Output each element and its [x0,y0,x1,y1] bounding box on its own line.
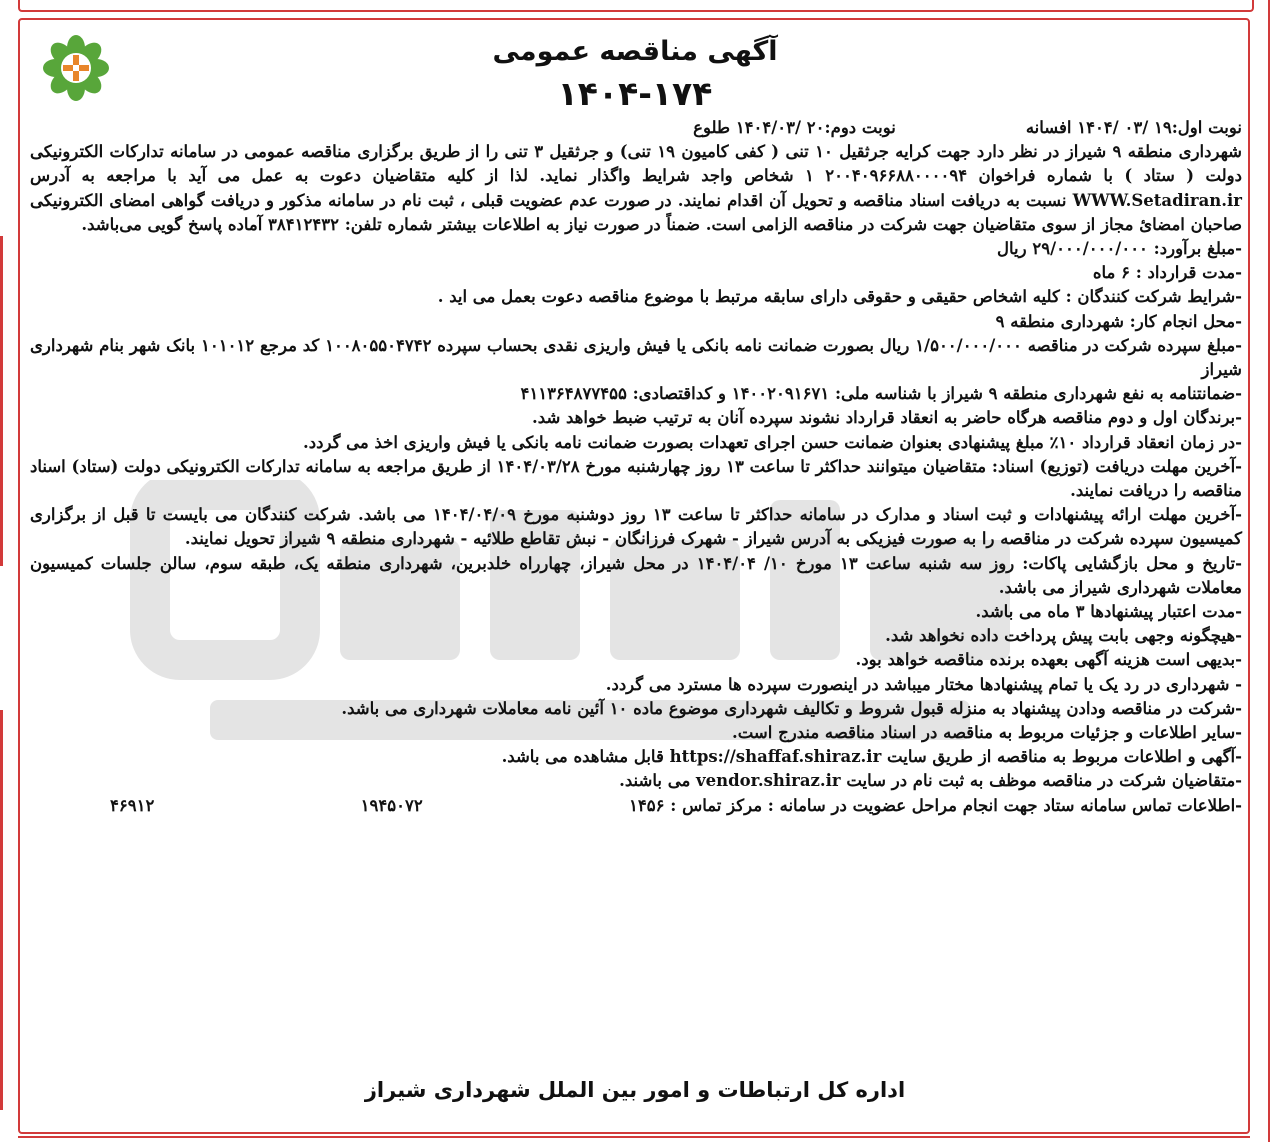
advert-header [140,34,1130,116]
left-side-mark-lower [0,710,3,1110]
submission-deadline: -آخرین مهلت ارائه پیشنهادات و ثبت اسناد و مدارک در سامانه حداکثر تا ساعت ۱۳ روز دوشنبه مورخ ۱۴۰۴/۰۴/۰۹ می باشد. شرکت کنندگان می بایست تا قبل از برگزاری کمیسیون سپرده شرکت در مناقصه را به صورت فیزیکی به آدرس شیراز - شهرک فرزانگان - نبش تقاطع طلائیه - شهرداری منطقه ۹ شیراز تحویل نمایند. [30,505,1243,549]
other-info: -سایر اطلاعات و جزئیات مربوط به مناقصه در اسناد مناقصه مندرج است. [731,723,1242,743]
intro-paragraph: شهرداری منطقه ۹ شیراز در نظر دارد جهت کرایه جرثقیل ۱۰ تنی ( کفی کامیون ۱۹ تنی) و جرثقیل ۳ تنی را از طریق برگزاری مناقصه عمومی در سامانه تدارکات الکترونیکی دولت ( ستاد ) با شماره فراخوان ۲۰۰۴۰۹۶۶۸۸۰۰۰۰۹۴ ۱ شخاص واجد شرایط واگذار نماید. لذا از کلیه متقاضیان دعوت به عمل می آید با مراجعه به آدرس WWW.Setadiran.ir نسبت به دریافت اسناد مناقصه و تحویل آن اقدام نمایند. در صورت عدم عضویت قبلی ، ثبت نام در سامانه مذکور و دریافت گواهی امضای الکترونیکی صاحبان امضائ مجاز از سوی متقاضیان جهت شرکت در مناقصه الزامی است. ضمناً در صورت نیاز به اطلاعات بیشتر شماره تلفن: ۳۸۴۱۲۴۳۲ آماده پاسخ گویی می‌باشد. [30,142,1242,234]
work-location: -محل انجام کار: شهرداری منطقه ۹ [995,311,1242,331]
advert-cost: -بدیهی است هزینه آگهی بعهده برنده مناقصه خواهد بود. [855,650,1242,670]
contact-info [30,794,1242,818]
bottom-frame-edge [18,1136,1250,1146]
acceptance-terms: -شرکت در مناقصه ودادن پیشنهاد به منزله قبول شروط و تکالیف شهرداری موضوع ماده ۱۰ آئین نامه معاملات شهرداری می باشد. [341,698,1242,718]
deposit-amount: -مبلغ سپرده شرکت در مناقصه ۱/۵۰۰/۰۰۰/۰۰۰ ریال بصورت ضمانت نامه بانکی یا فیش واریزی نقدی بحساب سپرده ۱۰۰۸۰۵۵۰۴۷۴۲ کد مرجع ۱۰۱۰۱۲ بانک شهر بنام شهرداری شیراز [30,335,1243,380]
winners-forfeit: -برندگان اول و دوم مناقصه هرگاه حاضر به انعقاد قرارداد نشوند سپرده آنان به ترتیب ضبط خواهد شد. [532,408,1242,428]
opening-date: -تاریخ و محل بازگشایی پاکات: روز سه شنبه ساعت ۱۳ مورخ ۱۰/ ۱۴۰۴/۰۴ در محل شیراز، چهارراه خلدبرین، شهرداری منطقه یک، طبقه سوم، سالن جلسات کمیسیون معاملات شهرداری شیراز می باشد. [30,553,1242,597]
advert-body [30,116,1242,818]
participant-conditions: -شرایط شرکت کنندگان : کلیه اشخاص حقیقی و حقوقی دارای سابقه مرتبط با موضوع مناقصه دعوت بعمل می اید . [437,287,1242,307]
vendor-registration: -متقاضیان شرکت در مناقصه موظف به ثبت نام در سایت vendor.shiraz.ir می باشند. [619,771,1242,791]
publication-dates [30,116,1242,140]
first-publication: نوبت اول:۱۹ /۰۳ /۱۴۰۴ افسانه [1025,118,1242,137]
shiraz-municipality-logo [42,34,110,102]
top-frame-edge [18,0,1254,12]
estimated-amount: -مبلغ برآورد: ۲۹/۰۰۰/۰۰۰/۰۰۰ ریال [997,239,1242,259]
transparency-site: -آگهی و اطلاعات مربوط به مناقصه از طریق سایت https://shaffaf.shiraz.ir قابل مشاهده می باشد. [501,747,1242,767]
performance-guarantee: -در زمان انعقاد قرارداد ۱۰٪ مبلغ پیشنهادی بعنوان ضمانت حسن اجرای تعهدات بصورت ضمانت نامه بانکی یا فیش واریزی اخذ می گردد. [303,432,1242,452]
guarantee-beneficiary: -ضمانتنامه به نفع شهرداری منطقه ۹ شیراز با شناسه ملی: ۱۴۰۰۲۰۹۱۶۷۱ و کداقتصادی: ۴۱۱۳۶۴۸۷۷۴۵۵ [520,384,1242,404]
contract-duration: -مدت قرارداد : ۶ ماه [1092,263,1242,283]
no-prepayment: -هیچگونه وجهی بابت پیش پرداخت داده نخواهد شد. [885,626,1242,646]
rejection-right: - شهرداری در رد یک یا تمام پیشنهادها مختار میباشد در اینصورت سپرده ها مسترد می گردد. [605,674,1242,694]
validity-period: -مدت اعتبار پیشنهادها ۳ ماه می باشد. [975,602,1242,622]
contact-phone-1: ۱۹۴۵۰۷۲ [360,795,423,815]
left-side-mark [0,236,3,566]
contact-label: -اطلاعات تماس سامانه ستاد جهت انجام مراحل عضویت در سامانه : مرکز تماس : ۱۴۵۶ [629,795,1242,815]
second-publication: نوبت دوم:۲۰ /۱۴۰۴/۰۳ طلوع [693,118,896,137]
issuer-footer: اداره کل ارتباطات و امور بین الملل شهرداری شیراز [364,1078,906,1102]
contact-phone-2: ۴۶۹۱۲ [110,795,155,815]
document-deadline: -آخرین مهلت دریافت (توزیع) اسناد: متقاضیان میتوانند حداکثر تا ساعت ۱۳ روز چهارشنبه مورخ ۱۴۰۴/۰۳/۲۸ از طریق مراجعه به سامانه تدارکات الکترونیکی دولت (ستاد) اسناد مناقصه را دریافت نمایند. [30,456,1243,501]
advert-title: آگهی مناقصه عمومی [492,36,778,67]
tender-number: ۱۴۰۴-۱۷۴ [557,74,713,113]
